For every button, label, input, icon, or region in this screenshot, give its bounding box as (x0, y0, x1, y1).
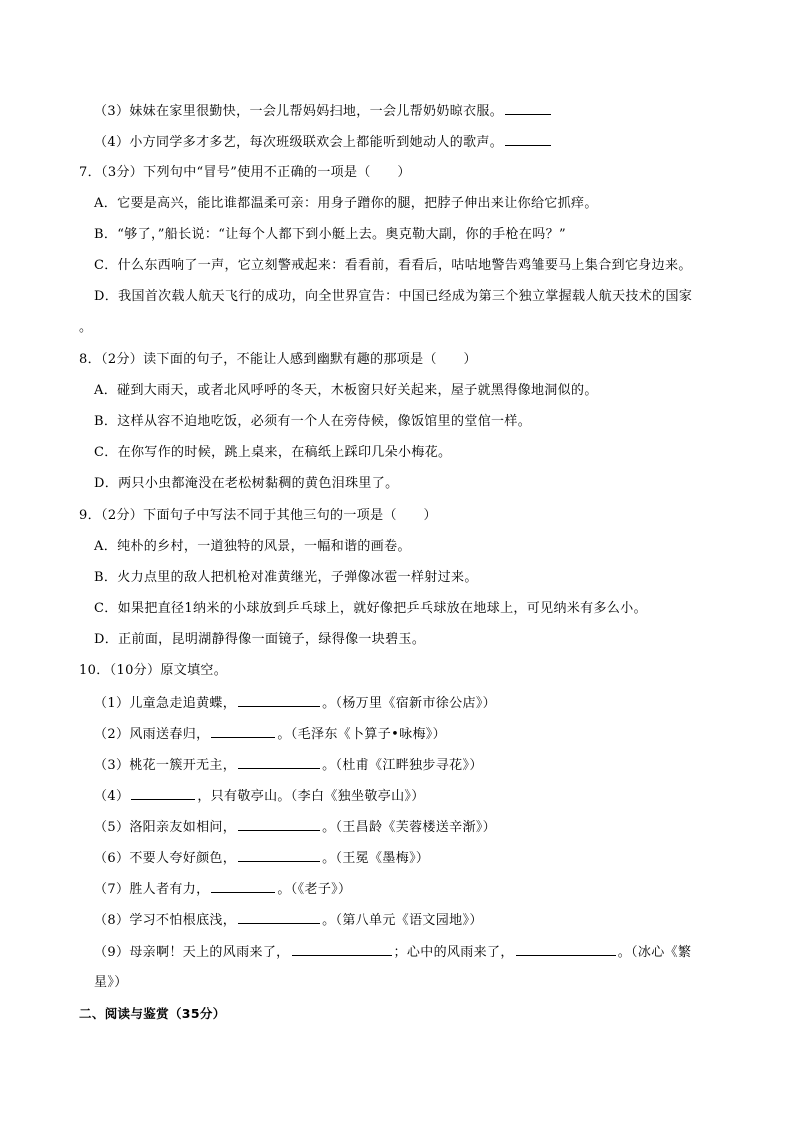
q8-stem: 8．（2分）读下面的句子，不能让人感到幽默有趣的那项是（ ） (79, 352, 477, 367)
q9-option-b: B．火力点里的敌人把机枪对准黄继光，子弹像冰雹一样射过来。 (94, 570, 478, 585)
q8-option-b: B．这样从容不迫地吃饭，必须有一个人在旁侍候，像饭馆里的堂倌一样。 (94, 414, 532, 429)
q7-option-d: D．我国首次载人航天飞行的成功，向全世界宣告：中国已经成为第三个独立掌握载人航天技术的国家 (94, 289, 693, 304)
answer-blank[interactable] (238, 755, 320, 769)
q10-item-9: （9）母亲啊！天上的风雨来了， ；心中的风雨来了， 。（冰心《繁 (94, 942, 691, 962)
answer-blank[interactable] (238, 693, 320, 707)
q7-option-b: B．“够了，”船长说：“让每个人都下到小艇上去。奥克勒大副，你的手枪在吗？” (94, 227, 566, 242)
q8-option-c: C．在你写作的时候，跳上桌来，在稿纸上踩印几朵小梅花。 (94, 445, 452, 460)
answer-blank[interactable] (505, 132, 551, 146)
answer-blank[interactable] (211, 724, 275, 738)
q9-option-c: C．如果把直径1纳米的小球放到乒乓球上，就好像把乒乓球放在地球上，可见纳米有多么小。 (94, 601, 647, 616)
answer-blank[interactable] (516, 942, 616, 956)
answer-blank[interactable] (238, 848, 320, 862)
q10-item-6: （6）不要人夸好颜色， 。（王冕《墨梅》） (94, 848, 429, 868)
answer-blank[interactable] (238, 910, 320, 924)
q6-item-4-text: （4）小方同学多才多艺，每次班级联欢会上都能听到她动人的歌声。 (94, 135, 504, 150)
answer-blank[interactable] (505, 101, 551, 115)
q10-item-5: （5）洛阳亲友如相问， 。（王昌龄《芙蓉楼送辛渐》） (94, 817, 496, 837)
q10-stem: 10．（10分）原文填空。 (79, 663, 228, 678)
q6-item-4 (94, 132, 553, 152)
q10-item-9-cont: 星》） (94, 975, 128, 990)
answer-blank[interactable] (131, 786, 195, 800)
answer-blank[interactable] (292, 942, 392, 956)
q10-item-4: （4） ，只有敬亭山。（李白《独坐敬亭山》） (94, 786, 425, 806)
answer-blank[interactable] (238, 817, 320, 831)
q7-option-c: C．什么东西响了一声，它立刻警戒起来：看看前，看看后，咕咕地警告鸡雏要马上集合到它身边来。 (94, 258, 692, 273)
q10-item-2: （2）风雨送春归， 。（毛泽东《卜算子•咏梅》） (94, 724, 446, 744)
q7-option-a: A．它要是高兴，能比谁都温柔可亲：用身子蹭你的腿，把脖子伸出来让你给它抓痒。 (94, 196, 598, 211)
q8-option-a: A．碰到大雨天，或者北风呼呼的冬天，木板窗只好关起来，屋子就黑得像地洞似的。 (94, 383, 598, 398)
q7-stem: 7．（3分）下列句中“冒号”使用不正确的一项是（ ） (79, 165, 411, 180)
section-2-title: 二、阅读与鉴赏（35分） (79, 1006, 226, 1021)
q6-item-3-text: （3）妹妹在家里很勤快，一会儿帮妈妈扫地，一会儿帮奶奶晾衣服。 (94, 104, 504, 119)
q10-item-3: （3）桃花一簇开无主， 。（杜甫《江畔独步寻花》） (94, 755, 483, 775)
q8-option-d: D．两只小虫都淹没在老松树黏稠的黄色泪珠里了。 (94, 476, 399, 491)
q9-option-a: A．纯朴的乡村，一道独特的风景，一幅和谐的画卷。 (94, 539, 411, 554)
q7-option-d-tail: 。 (79, 320, 93, 335)
q6-item-3 (94, 101, 553, 121)
q10-item-7: （7）胜人者有力， 。（《老子》） (94, 879, 351, 899)
answer-blank[interactable] (211, 879, 275, 893)
q9-option-d: D．正前面，昆明湖静得像一面镜子，绿得像一块碧玉。 (94, 632, 426, 647)
q10-item-1: （1）儿童急走追黄蝶， 。（杨万里《宿新市徐公店》） (94, 693, 496, 713)
q9-stem: 9．（2分）下面句子中写法不同于其他三句的一项是（ ） (79, 508, 437, 523)
q10-item-8: （8）学习不怕根底浅， 。（第八单元《语文园地》） (94, 910, 483, 930)
